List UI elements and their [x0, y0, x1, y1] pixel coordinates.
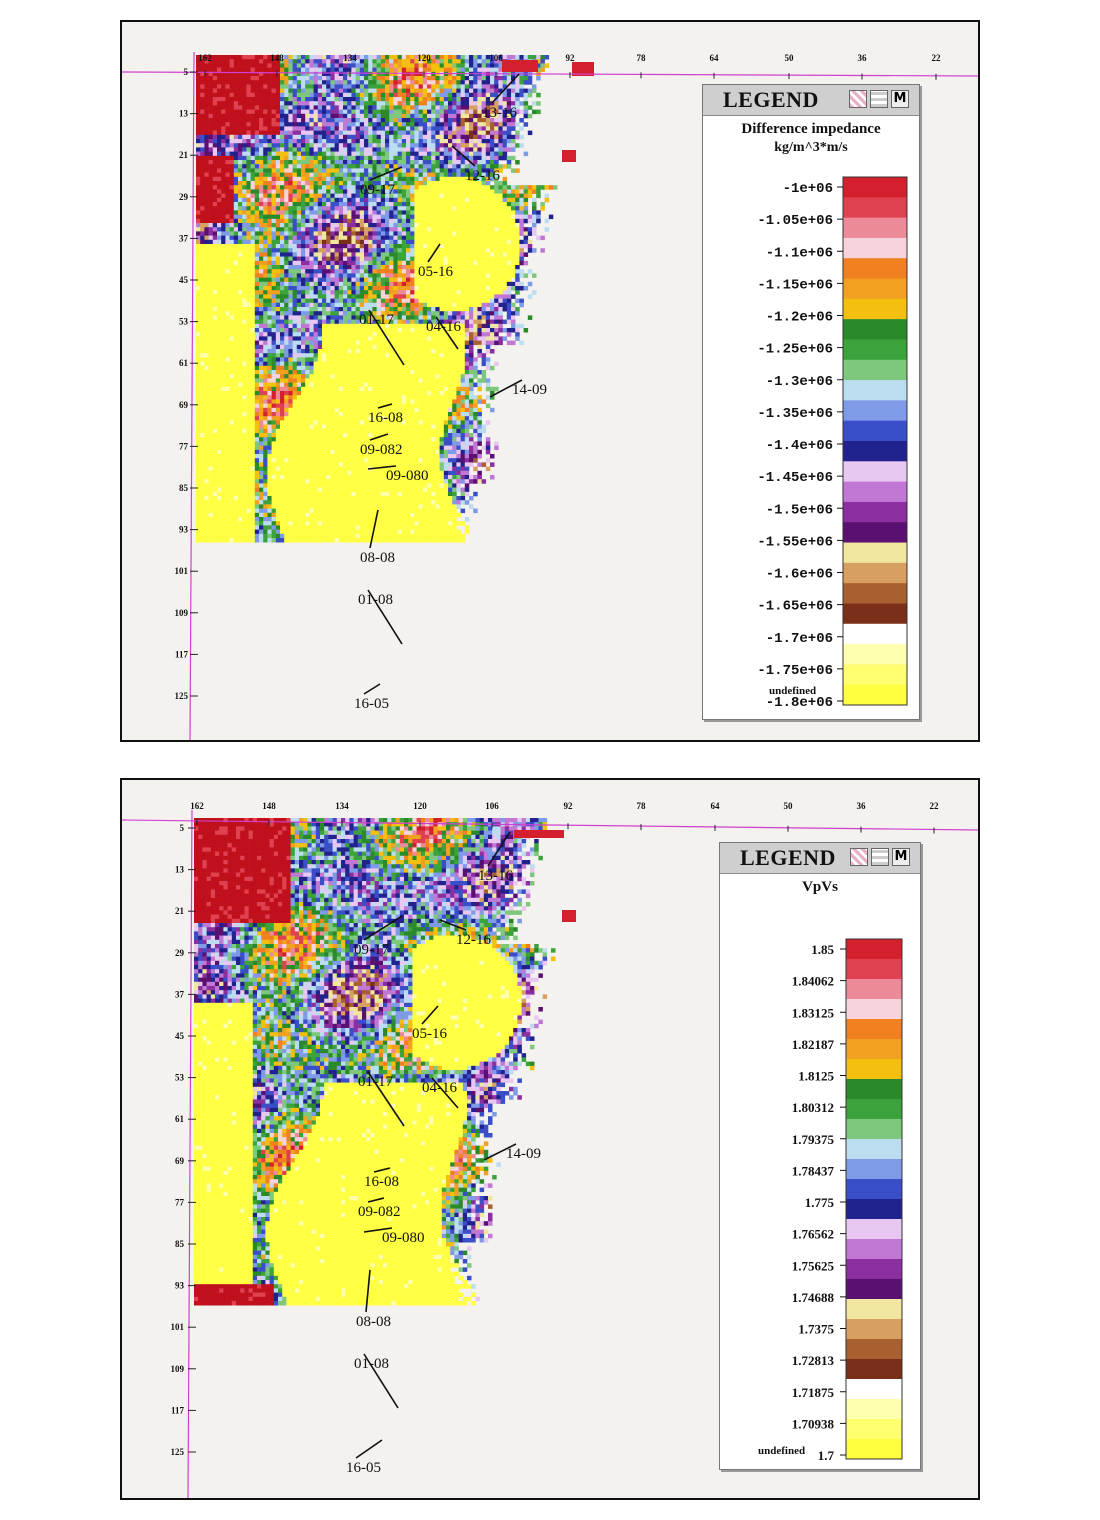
well-label: 16-05: [346, 1460, 381, 1476]
colorbar-label: 1.8125: [798, 1068, 834, 1084]
colorbar-band: [843, 319, 907, 340]
x-tick-label: 22: [929, 801, 939, 811]
colorbar-label: 1.79375: [791, 1131, 834, 1147]
colorbar-band: [846, 1439, 902, 1459]
y-tick-label: 21: [179, 150, 188, 161]
y-tick-label: 5: [179, 823, 184, 833]
well-label: 08-08: [360, 550, 395, 566]
colorbar-band: [846, 1259, 902, 1279]
colorbar-band: [843, 380, 907, 401]
y-tick-label: 77: [175, 1197, 184, 1208]
well-label: 13-16: [478, 868, 513, 884]
y-tick-label: 117: [170, 1405, 184, 1416]
colorbar-band: [843, 421, 907, 442]
colorbar-label: -1e+06: [782, 181, 833, 197]
impedance-map-panel: [120, 20, 980, 742]
colorbar-label: -1.3e+06: [765, 373, 833, 390]
y-tick-label: 109: [174, 607, 188, 618]
colorbar-band: [843, 197, 907, 218]
well-label: 14-09: [512, 382, 547, 398]
colorbar-band: [843, 543, 907, 564]
legend-minimize-icon[interactable]: M: [892, 848, 910, 866]
colorbar-label: -1.55e+06: [757, 534, 833, 551]
y-tick-label: 45: [179, 275, 188, 285]
x-tick-label: 64: [709, 53, 719, 63]
x-tick-label: 22: [931, 53, 941, 63]
colorbar-band: [843, 583, 907, 604]
legend-undefined-label: undefined: [758, 1445, 806, 1457]
colorbar-label: -1.05e+06: [757, 213, 833, 230]
y-tick-label: 37: [175, 989, 184, 1000]
colorbar-band: [846, 979, 902, 999]
colorbar-label: -1.45e+06: [757, 470, 833, 487]
y-tick-label: 29: [175, 947, 184, 958]
colorbar-band: [846, 1339, 902, 1359]
colorbar-band: [843, 685, 907, 706]
colorbar-band: [846, 1179, 902, 1199]
colorbar-label: 1.82187: [791, 1036, 834, 1052]
colorbar-band: [843, 664, 907, 685]
legend-window[interactable]: [702, 84, 920, 720]
well-label: 09-17: [354, 942, 389, 958]
colorbar-band: [846, 1219, 902, 1239]
colorbar-band: [843, 624, 907, 645]
colorbar-band: [846, 1059, 902, 1079]
y-tick-label: 85: [179, 483, 188, 493]
colorbar-band: [843, 502, 907, 523]
colorbar-band: [843, 218, 907, 239]
y-tick-label: 77: [179, 441, 188, 452]
well-label: 12-16: [465, 168, 500, 184]
legend-window[interactable]: [719, 842, 921, 1470]
x-tick-label: 36: [857, 53, 867, 63]
colorbar-band: [843, 644, 907, 665]
x-tick-label: 64: [710, 801, 720, 811]
colorbar-label: 1.75625: [791, 1258, 834, 1274]
colorbar-band: [843, 279, 907, 300]
y-tick-label: 109: [170, 1363, 184, 1374]
y-tick-label: 61: [175, 1114, 184, 1125]
well-label: 09-082: [358, 1204, 401, 1220]
colorbar-label: -1.8e+06: [765, 695, 833, 711]
colorbar-band: [843, 441, 907, 462]
colorbar-label: 1.84062: [791, 973, 834, 989]
colorbar-band: [846, 1319, 902, 1339]
x-tick-label: 162: [198, 53, 212, 63]
y-tick-label: 37: [179, 233, 188, 244]
y-tick-label: 93: [175, 1280, 184, 1291]
colorbar-label: 1.71875: [791, 1384, 834, 1400]
colorbar-band: [843, 258, 907, 279]
y-tick-label: 21: [175, 906, 184, 917]
well-label: 09-17: [360, 182, 395, 198]
y-tick-label: 101: [174, 566, 188, 577]
colorbar-band: [846, 1199, 902, 1219]
colorbar-label: -1.2e+06: [765, 309, 833, 326]
colorbar-band: [846, 1159, 902, 1179]
y-tick-label: 61: [179, 358, 188, 369]
colorbar-label: 1.80312: [791, 1100, 834, 1116]
y-tick-label: 29: [179, 191, 188, 202]
colorbar-band: [846, 1299, 902, 1319]
legend-colorbar: [703, 85, 919, 719]
x-tick-label: 148: [262, 801, 276, 811]
legend-quantity: Difference impedance: [741, 121, 881, 137]
well-label: 16-08: [364, 1174, 399, 1190]
x-tick-label: 106: [489, 53, 503, 63]
colorbar-band: [846, 1419, 902, 1439]
colorbar-band: [843, 563, 907, 584]
colorbar-band: [846, 1379, 902, 1399]
colorbar-band: [843, 339, 907, 360]
colorbar-label: -1.5e+06: [765, 502, 833, 519]
colorbar-label: -1.4e+06: [765, 438, 833, 454]
y-tick-label: 53: [175, 1072, 184, 1083]
y-tick-label: 69: [175, 1155, 184, 1166]
y-tick-label: 101: [170, 1322, 184, 1333]
colorbar-band: [843, 238, 907, 259]
colorbar-band: [843, 299, 907, 320]
x-tick-label: 134: [335, 801, 349, 811]
well-label: 16-08: [368, 410, 403, 426]
x-tick-label: 78: [636, 801, 646, 811]
well-label: 13-16: [482, 105, 517, 121]
colorbar-label: 1.775: [804, 1195, 834, 1210]
colorbar-band: [843, 461, 907, 482]
colorbar-band: [846, 1359, 902, 1379]
colorbar-label: 1.74688: [791, 1289, 834, 1305]
x-tick-label: 106: [485, 801, 499, 811]
colorbar-label: -1.1e+06: [765, 245, 833, 262]
x-tick-label: 120: [413, 801, 427, 811]
colorbar-label: -1.35e+06: [757, 405, 833, 422]
colorbar-band: [843, 400, 907, 421]
well-label: 01-08: [354, 1356, 389, 1372]
colorbar-band: [846, 1079, 902, 1099]
y-tick-label: 93: [179, 524, 188, 535]
colorbar-label: 1.7: [817, 1448, 834, 1463]
colorbar-label: 1.78437: [791, 1163, 834, 1179]
colorbar-band: [846, 939, 902, 959]
colorbar-label: -1.75e+06: [757, 662, 833, 679]
x-tick-label: 78: [636, 53, 646, 63]
colorbar-label: 1.72813: [791, 1353, 834, 1369]
y-tick-label: 69: [179, 399, 188, 410]
x-tick-label: 50: [784, 53, 794, 63]
well-label: 05-16: [412, 1026, 447, 1042]
colorbar-band: [843, 360, 907, 381]
x-tick-label: 134: [343, 53, 357, 63]
well-label: 01-17: [359, 312, 394, 328]
legend-title: LEGEND: [740, 845, 836, 870]
colorbar-band: [843, 603, 907, 624]
y-tick-label: 45: [175, 1031, 184, 1041]
y-tick-label: 53: [179, 316, 188, 327]
well-label: 14-09: [506, 1146, 541, 1162]
well-label: 08-08: [356, 1314, 391, 1330]
colorbar-band: [846, 1399, 902, 1419]
y-tick-label: 13: [179, 108, 188, 119]
y-tick-label: 125: [170, 1447, 184, 1457]
colorbar-band: [843, 482, 907, 503]
x-tick-label: 50: [783, 801, 793, 811]
colorbar-band: [846, 1239, 902, 1259]
colorbar-band: [846, 999, 902, 1019]
colorbar-band: [843, 177, 907, 198]
colorbar-label: 1.85: [811, 942, 834, 957]
y-tick-label: 13: [175, 864, 184, 875]
legend-title: LEGEND: [723, 87, 819, 112]
well-label: 05-16: [418, 264, 453, 280]
colorbar-band: [846, 1099, 902, 1119]
well-label: 04-16: [426, 319, 461, 335]
colorbar-label: 1.83125: [791, 1005, 834, 1021]
y-tick-label: 125: [174, 691, 188, 701]
well-label: 09-080: [382, 1230, 425, 1246]
y-tick-label: 117: [174, 649, 188, 660]
colorbar-label: -1.25e+06: [757, 341, 833, 358]
well-label: 01-08: [358, 592, 393, 608]
colorbar-band: [846, 1139, 902, 1159]
y-tick-label: 85: [175, 1239, 184, 1249]
colorbar-label: 1.76562: [791, 1226, 834, 1242]
colorbar-label: -1.65e+06: [757, 598, 833, 615]
legend-undefined-label: undefined: [769, 685, 817, 697]
colorbar-band: [846, 1119, 902, 1139]
colorbar-label: -1.7e+06: [765, 630, 833, 647]
well-label: 16-05: [354, 696, 389, 712]
legend-unit: kg/m^3*m/s: [774, 140, 848, 155]
x-tick-label: 92: [565, 53, 575, 63]
colorbar-label: 1.7375: [798, 1321, 834, 1337]
well-label: 01-17: [358, 1074, 393, 1090]
colorbar-band: [843, 522, 907, 543]
colorbar-band: [846, 1279, 902, 1299]
x-tick-label: 162: [190, 801, 204, 811]
colorbar-label: -1.6e+06: [765, 566, 833, 583]
legend-colorbar: [720, 843, 920, 1469]
colorbar-label: -1.15e+06: [757, 277, 833, 294]
legend-quantity: VpVs: [802, 879, 838, 895]
well-label: 12-16: [456, 932, 491, 948]
x-tick-label: 148: [270, 53, 284, 63]
colorbar-band: [846, 959, 902, 979]
well-label: 04-16: [422, 1080, 457, 1096]
y-tick-label: 5: [183, 67, 188, 77]
colorbar-band: [846, 1039, 902, 1059]
vpvs-map-panel: [120, 778, 980, 1500]
colorbar-label: 1.70938: [791, 1416, 834, 1432]
x-tick-label: 36: [856, 801, 866, 811]
legend-minimize-icon[interactable]: M: [891, 90, 909, 108]
well-label: 09-082: [360, 442, 403, 458]
well-label: 09-080: [386, 468, 429, 484]
x-tick-label: 120: [417, 53, 431, 63]
colorbar-band: [846, 1019, 902, 1039]
x-tick-label: 92: [563, 801, 573, 811]
